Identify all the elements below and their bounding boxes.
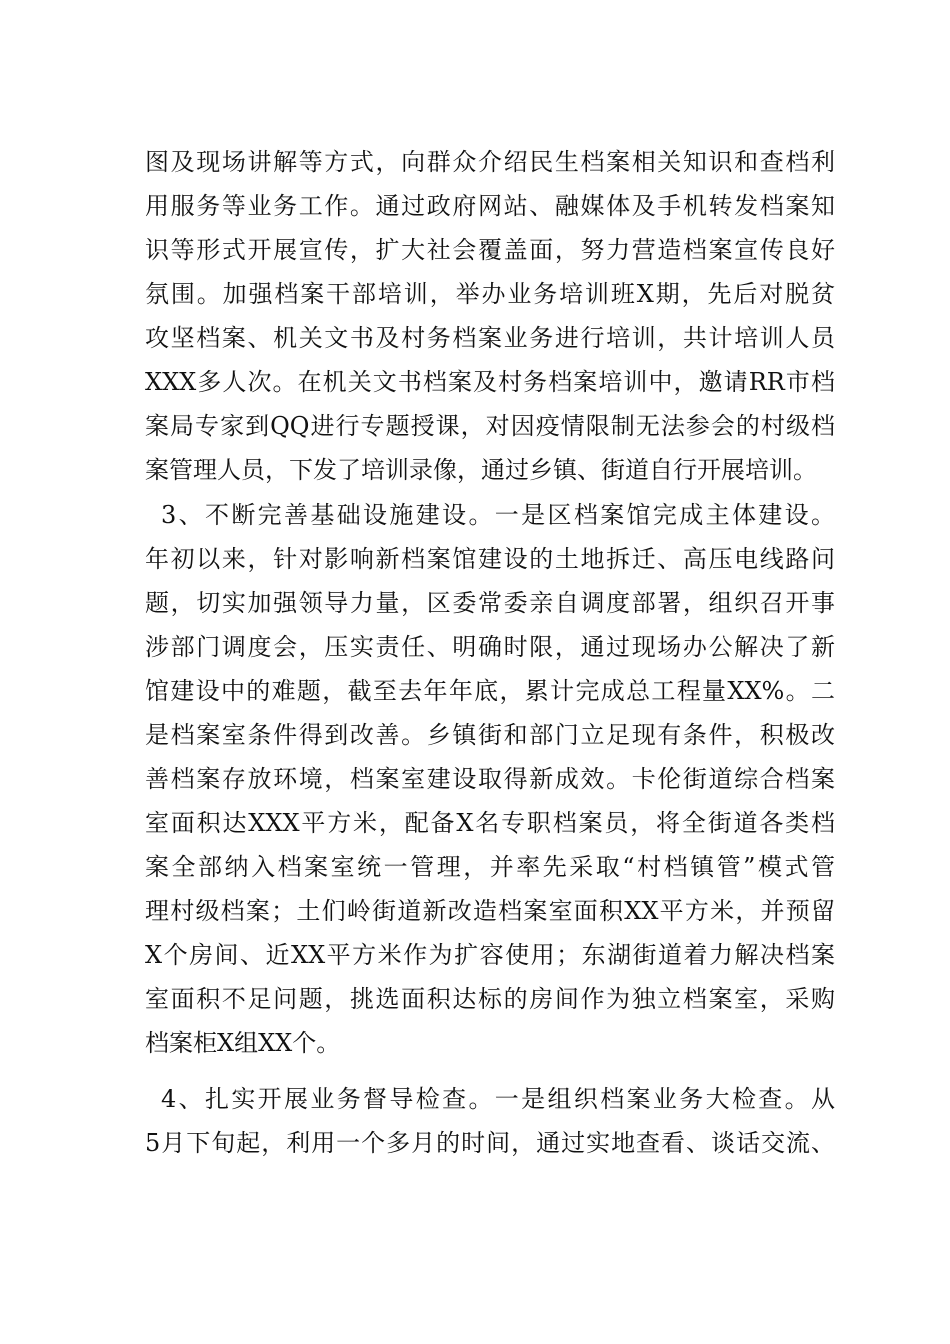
text-line: 善档案存放环境，档案室建设取得新成效。卡伦街道综合档案 [145, 765, 835, 793]
text-line: 案全部纳入档案室统一管理，并率先采取“村档镇管”模式管 [145, 853, 835, 881]
paragraph-supervision [145, 1077, 835, 1165]
text-line: 案局专家到QQ进行专题授课，对因疫情限制无法参会的村级档 [145, 412, 835, 440]
text-line: 3、不断完善基础设施建设。一是区档案馆完成主体建设。 [161, 501, 835, 529]
text-line: 图及现场讲解等方式，向群众介绍民生档案相关知识和查档利 [145, 148, 835, 176]
text-line: 馆建设中的难题，截至去年年底，累计完成总工程量XX%。二 [145, 677, 835, 705]
text-line: 档案柜X组XX个。 [145, 1029, 341, 1057]
text-line: 用服务等业务工作。通过政府网站、融媒体及手机转发档案知 [145, 192, 835, 220]
text-line: 案管理人员，下发了培训录像，通过乡镇、街道自行开展培训。 [145, 456, 817, 484]
text-line: 氛围。加强档案干部培训，举办业务培训班X期，先后对脱贫 [145, 280, 835, 308]
text-line: 题，切实加强领导力量，区委常委亲自调度部署，组织召开事 [145, 589, 835, 617]
paragraph-infrastructure [145, 493, 835, 1065]
text-line: 理村级档案；土们岭街道新改造档案室面积XX平方米，并预留 [145, 897, 835, 925]
text-line: 5月下旬起，利用一个多月的时间，通过实地查看、谈话交流、 [145, 1129, 835, 1157]
text-line: 是档案室条件得到改善。乡镇街和部门立足现有条件，积极改 [145, 721, 835, 749]
text-line: 攻坚档案、机关文书及村务档案业务进行培训，共计培训人员 [145, 324, 835, 352]
text-line: 涉部门调度会，压实责任、明确时限，通过现场办公解决了新 [145, 633, 835, 661]
text-line: 年初以来，针对影响新档案馆建设的土地拆迁、高压电线路问 [145, 545, 835, 573]
text-line: 识等形式开展宣传，扩大社会覆盖面，努力营造档案宣传良好 [145, 236, 835, 264]
text-line: X个房间、近XX平方米作为扩容使用；东湖街道着力解决档案 [145, 941, 835, 969]
text-line: 室面积达XXX平方米，配备X名专职档案员，将全街道各类档 [145, 809, 835, 837]
text-line: 4、扎实开展业务督导检查。一是组织档案业务大检查。从 [161, 1085, 835, 1113]
text-line: XXX多人次。在机关文书档案及村务档案培训中，邀请RR市档 [145, 368, 835, 396]
text-line: 室面积不足问题，挑选面积达标的房间作为独立档案室，采购 [145, 985, 835, 1013]
paragraph-publicity-training [145, 140, 835, 492]
